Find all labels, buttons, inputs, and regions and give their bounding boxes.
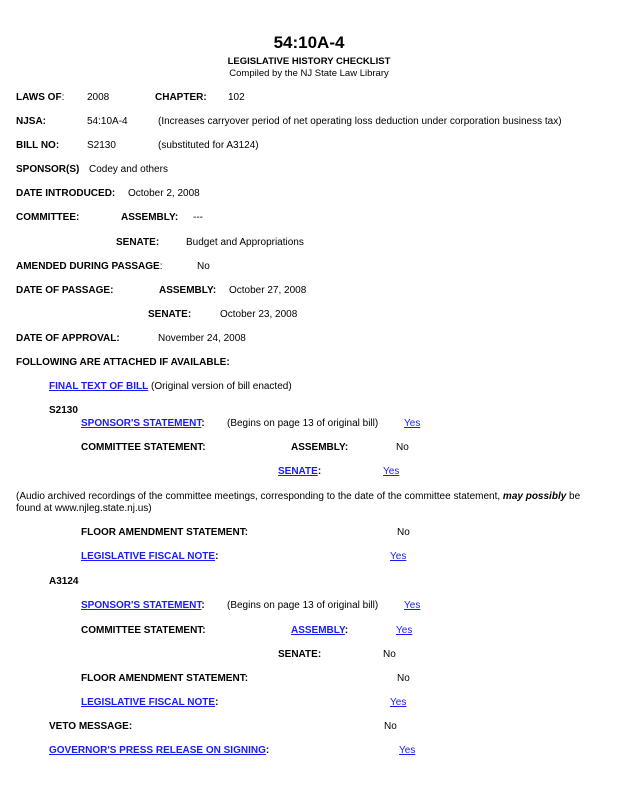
audio-archive-note	[16, 491, 606, 515]
a3124-fiscal-note-yes-link[interactable]: Yes	[390, 697, 407, 708]
s2130-heading: S2130	[49, 405, 78, 416]
amended-colon: :	[159, 261, 163, 272]
a3124-sponsor-colon: :	[201, 600, 205, 611]
amended-value: No	[197, 261, 210, 272]
audio-note-text-before: (Audio archived recordings of the committee meetings, corresponding to the date of the committee statement,	[16, 491, 503, 502]
s2130-fiscal-note	[81, 551, 218, 563]
bill-no-label: BILL NO:	[16, 140, 60, 151]
governor-release-yes-link[interactable]: Yes	[399, 745, 416, 756]
a3124-committee-senate-value: No	[383, 649, 396, 660]
bill-no-value: S2130	[87, 140, 116, 151]
a3124-committee-assembly-link[interactable]: ASSEMBLY	[291, 625, 345, 636]
a3124-sponsor-statement	[81, 600, 205, 612]
laws-of-label-text: LAWS OF	[16, 92, 62, 103]
s2130-committee-senate	[278, 466, 321, 478]
date-of-passage-label: DATE OF PASSAGE:	[16, 285, 114, 296]
governor-release-colon: :	[265, 745, 270, 756]
a3124-committee-statement-label: COMMITTEE STATEMENT:	[81, 625, 206, 636]
compiled-by: Compiled by the NJ State Law Library	[229, 68, 389, 79]
s2130-floor-amendment-value: No	[397, 527, 410, 538]
veto-message-label: VETO MESSAGE:	[49, 721, 133, 732]
veto-message-value: No	[384, 721, 397, 732]
bill-no-note: (substituted for A3124)	[158, 140, 259, 151]
s2130-fiscal-note-link[interactable]: LEGISLATIVE FISCAL NOTE	[81, 551, 216, 562]
committee-assembly-label: ASSEMBLY:	[121, 212, 179, 223]
date-introduced-label: DATE INTRODUCED:	[16, 188, 116, 199]
committee-label: COMMITTEE:	[16, 212, 80, 223]
a3124-committee-assembly-yes-link[interactable]: Yes	[396, 625, 413, 636]
a3124-sponsor-statement-link[interactable]: SPONSOR'S STATEMENT	[81, 600, 202, 611]
s2130-floor-amendment-label: FLOOR AMENDMENT STATEMENT:	[81, 527, 249, 538]
a3124-fiscal-note-colon: :	[215, 697, 219, 708]
passage-senate-label: SENATE:	[148, 309, 192, 320]
a3124-sponsor-note: (Begins on page 13 of original bill)	[227, 600, 379, 611]
s2130-sponsor-statement-link[interactable]: SPONSOR'S STATEMENT	[81, 418, 202, 429]
date-of-approval-value: November 24, 2008	[158, 333, 246, 344]
a3124-fiscal-note-link[interactable]: LEGISLATIVE FISCAL NOTE	[81, 697, 216, 708]
s2130-committee-senate-colon: :	[317, 466, 322, 477]
committee-senate-value: Budget and Appropriations	[186, 237, 304, 248]
s2130-sponsor-note: (Begins on page 13 of original bill)	[227, 418, 379, 429]
laws-of-colon: :	[61, 92, 65, 103]
s2130-committee-assembly-value: No	[396, 442, 409, 453]
a3124-floor-amendment-label: FLOOR AMENDMENT STATEMENT:	[81, 673, 249, 684]
final-text-note: (Original version of bill enacted)	[151, 381, 292, 392]
page-subtitle: LEGISLATIVE HISTORY CHECKLIST	[227, 56, 391, 67]
s2130-sponsor-colon: :	[201, 418, 205, 429]
chapter-value: 102	[228, 92, 245, 103]
passage-assembly-label: ASSEMBLY:	[159, 285, 217, 296]
committee-assembly-value: ---	[193, 212, 203, 223]
following-heading: FOLLOWING ARE ATTACHED IF AVAILABLE:	[16, 357, 230, 368]
s2130-committee-senate-link[interactable]: SENATE	[278, 466, 318, 477]
s2130-committee-senate-yes-link[interactable]: Yes	[383, 466, 400, 477]
s2130-committee-assembly-label: ASSEMBLY:	[291, 442, 349, 453]
page-title: 54:10A-4	[273, 33, 345, 52]
njsa-description: (Increases carryover period of net operating loss deduction under corporation business tax)	[158, 116, 562, 127]
final-text-link[interactable]: FINAL TEXT OF BILL	[49, 381, 149, 392]
chapter-label: CHAPTER:	[155, 92, 207, 103]
committee-senate-label: SENATE:	[116, 237, 160, 248]
a3124-floor-amendment-value: No	[397, 673, 410, 684]
amended-label	[16, 261, 163, 273]
date-of-approval-label: DATE OF APPROVAL:	[16, 333, 120, 344]
passage-senate-value: October 23, 2008	[220, 309, 298, 320]
date-introduced-value: October 2, 2008	[128, 188, 200, 199]
s2130-sponsor-statement	[81, 418, 205, 430]
s2130-fiscal-note-yes-link[interactable]: Yes	[390, 551, 407, 562]
sponsors-label: SPONSOR(S)	[16, 164, 80, 175]
audio-note-text-after: be found at www.njleg.state.nj.us)	[16, 491, 581, 514]
a3124-sponsor-yes-link[interactable]: Yes	[404, 600, 421, 611]
passage-assembly-value: October 27, 2008	[229, 285, 307, 296]
governor-release-link[interactable]: GOVERNOR'S PRESS RELEASE ON SIGNING	[49, 745, 266, 756]
a3124-fiscal-note	[81, 697, 218, 709]
a3124-heading: A3124	[49, 576, 79, 587]
a3124-committee-assembly	[291, 625, 348, 637]
amended-label-text: AMENDED DURING PASSAGE	[16, 261, 160, 272]
s2130-committee-statement-label: COMMITTEE STATEMENT:	[81, 442, 206, 453]
a3124-committee-assembly-colon: :	[344, 625, 349, 636]
governor-release	[49, 745, 269, 757]
njsa-label: NJSA:	[16, 116, 47, 127]
audio-note-emphasis: may possibly	[502, 491, 567, 502]
njsa-value: 54:10A-4	[87, 116, 128, 127]
final-text-row	[49, 381, 292, 393]
laws-of-label	[16, 92, 64, 104]
s2130-fiscal-note-colon: :	[215, 551, 219, 562]
s2130-sponsor-yes-link[interactable]: Yes	[404, 418, 421, 429]
sponsors-value: Codey and others	[89, 164, 168, 175]
a3124-committee-senate-label: SENATE:	[278, 649, 322, 660]
laws-of-value: 2008	[87, 92, 110, 103]
